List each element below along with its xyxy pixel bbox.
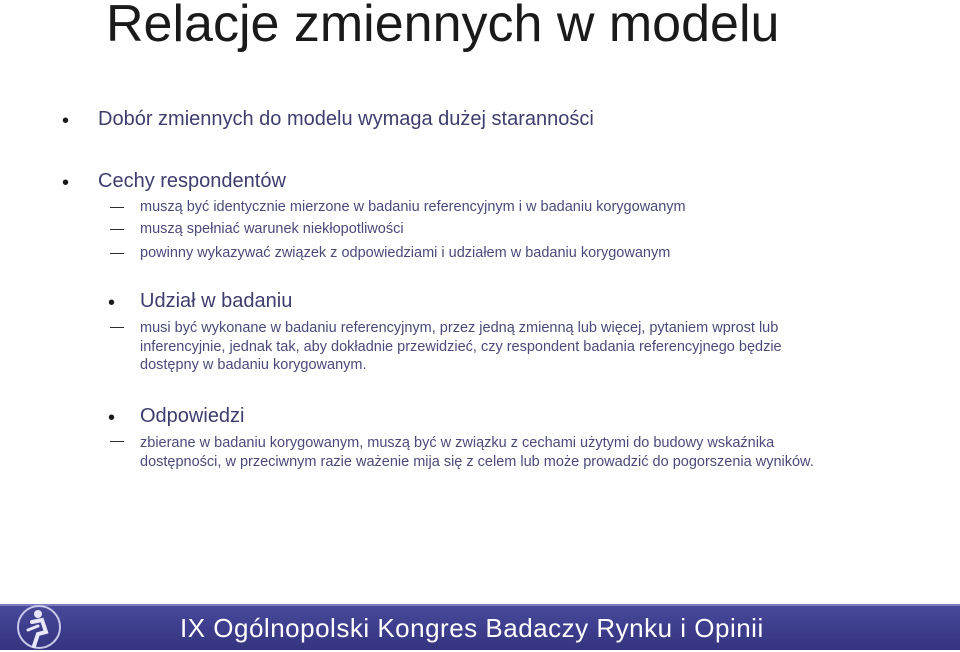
footer-banner xyxy=(0,604,960,650)
bullet-3-paragraph xyxy=(140,319,782,375)
sub-item-2: muszą spełniać warunek niekłopotliwości xyxy=(140,221,404,237)
bullet-marker: • xyxy=(108,292,116,314)
paragraph-line: dostępny w badaniu korygowanym. xyxy=(140,357,367,373)
bullet-2: Cechy respondentów xyxy=(98,170,286,192)
paragraph-line: inferencyjnie, jednak tak, aby dokładnie przewidzieć, czy respondent badania referencyjnego będzie xyxy=(140,338,782,355)
paragraph-line: dostępności, w przeciwnym razie ważenie mija się z celem lub może prowadzić do pogorszenia wyników. xyxy=(140,453,814,470)
congress-logo-icon xyxy=(8,600,70,652)
dash-marker: — xyxy=(110,432,124,448)
footer-strip xyxy=(0,604,960,606)
bullet-1: Dobór zmiennych do modelu wymaga dużej staranności xyxy=(98,108,594,130)
slide-title: Relacje zmiennych w modelu xyxy=(106,0,780,53)
bullet-3: Udział w badaniu xyxy=(140,290,293,312)
dash-marker: — xyxy=(110,220,124,236)
bullet-marker: • xyxy=(108,407,116,429)
bullet-4: Odpowiedzi xyxy=(140,405,245,427)
bullet-marker: • xyxy=(62,172,70,194)
paragraph-line: musi być wykonane w badaniu referencyjnym, przez jedną zmienną lub więcej, pytaniem wprost lub xyxy=(140,320,779,336)
dash-marker: — xyxy=(110,244,124,260)
bullet-marker: • xyxy=(62,110,70,132)
sub-item-3: powinny wykazywać związek z odpowiedziami i udziałem w badaniu korygowanym xyxy=(140,245,671,261)
bullet-4-paragraph xyxy=(140,434,814,471)
paragraph-line: zbierane w badaniu korygowanym, muszą być w związku z cechami użytymi do budowy wskaźnika xyxy=(140,435,775,451)
sub-item-1: muszą być identycznie mierzone w badaniu referencyjnym i w badaniu korygowanym xyxy=(140,199,686,215)
dash-marker: — xyxy=(110,318,124,334)
dash-marker: — xyxy=(110,198,124,214)
footer-title: IX Ogólnopolski Kongres Badaczy Rynku i Opinii xyxy=(180,613,764,643)
